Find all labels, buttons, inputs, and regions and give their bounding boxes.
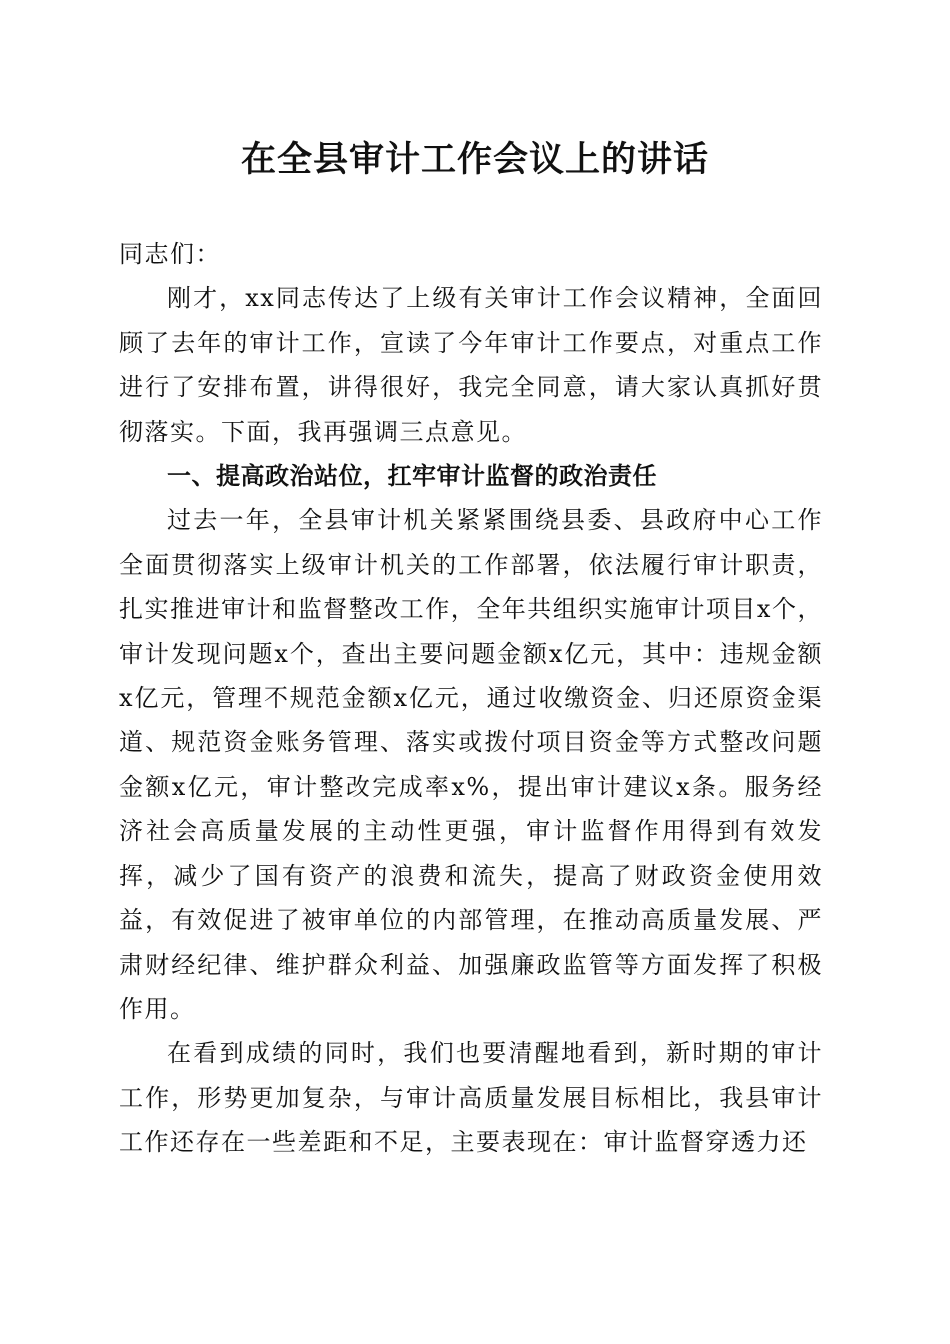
section-paragraph: 过去一年，全县审计机关紧紧围绕县委、县政府中心工作全面贯彻落实上级审计机关的工作部署，依法履行审计职责，扎实推进审计和监督整改工作，全年共组织实施审计项目x个，审计发现问题x个，查出主要问题金额x亿元，其中：违规金额x亿元，管理不规范金额x亿元，通过收缴资金、归还原资金渠道、规范资金账务管理、落实或拨付项目资金等方式整改问题金额x亿元，审计整改完成率x%，提出审计建议x条。服务经济社会高质量发展的主动性更强，审计监督作用得到有效发挥，减少了国有资产的浪费和流失，提高了财政资金使用效益，有效促进了被审单位的内部管理，在推动高质量发展、严肃财经纪律、维护群众利益、加强廉政监管等方面发挥了积极作用。 bbox=[119, 506, 823, 1023]
document-body bbox=[119, 232, 823, 1165]
section-heading: 一、提高政治站位，扛牢审计监督的政治责任 bbox=[167, 462, 657, 491]
document-title: 在全县审计工作会议上的讲话 bbox=[240, 139, 709, 180]
salutation: 同志们： bbox=[119, 240, 221, 268]
opening-paragraph: 刚才，xx同志传达了上级有关审计工作会议精神，全面回顾了去年的审计工作，宣读了今年审计工作要点，对重点工作进行了安排布置，讲得很好，我完全同意，请大家认真抓好贯彻落实。下面，我再强调三点意见。 bbox=[119, 284, 823, 446]
section-paragraph: 在看到成绩的同时，我们也要清醒地看到，新时期的审计工作，形势更加复杂，与审计高质量发展目标相比，我县审计工作还存在一些差距和不足，主要表现在：审计监督穿透力还 bbox=[119, 1039, 823, 1157]
